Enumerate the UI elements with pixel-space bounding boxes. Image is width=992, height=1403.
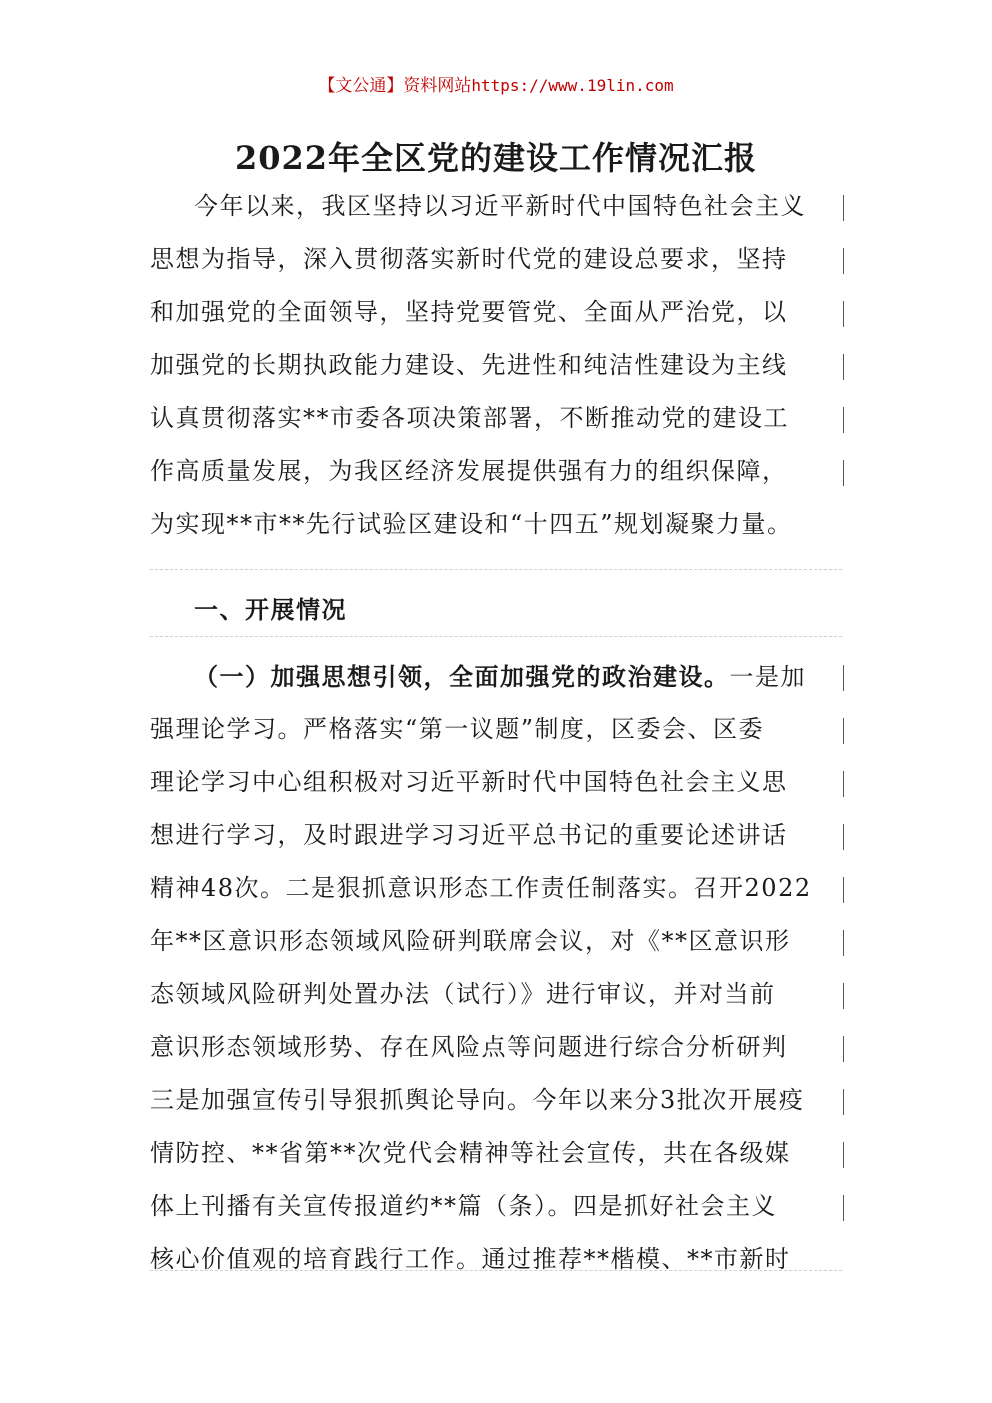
text-line: 思想为指导，深入贯彻落实新时代党的建设总要求，坚持 [150, 233, 840, 286]
text-line: 认真贯彻落实**市委各项决策部署，不断推动党的建设工 [150, 392, 840, 445]
text-line: （一）加强思想引领，全面加强党的政治建设。一是加 [150, 650, 840, 703]
section-heading: 一、开展情况 [194, 595, 347, 624]
text-line: 精神48次。二是狠抓意识形态工作责任制落实。召开2022 [150, 862, 840, 915]
body-paragraph [150, 650, 840, 1286]
margin-mark [843, 460, 844, 486]
margin-mark [843, 771, 844, 797]
text-line: 理论学习中心组积极对习近平新时代中国特色社会主义思 [150, 756, 840, 809]
margin-mark [843, 1142, 844, 1168]
margin-mark [843, 407, 844, 433]
site-header [0, 74, 992, 98]
margin-mark [843, 1089, 844, 1115]
margin-mark [843, 983, 844, 1009]
margin-mark [843, 1036, 844, 1062]
text-line: 核心价值观的培育践行工作。通过推荐**楷模、**市新时 [150, 1245, 791, 1273]
margin-mark [843, 718, 844, 744]
margin-mark [843, 248, 844, 274]
text-line: 体上刊播有关宣传报道约**篇（条）。四是抓好社会主义 [150, 1180, 840, 1233]
text-line: 加强党的长期执政能力建设、先进性和纯洁性建设为主线 [150, 339, 840, 392]
margin-mark [843, 354, 844, 380]
text-line: 想进行学习，及时跟进学习习近平总书记的重要论述讲话 [150, 809, 840, 862]
text-line: 意识形态领域形势、存在风险点等问题进行综合分析研判 [150, 1021, 840, 1074]
section-divider [150, 636, 842, 637]
section-divider [150, 569, 842, 570]
text-line: 态领域风险研判处置办法（试行）》进行审议，并对当前 [150, 968, 840, 1021]
text-line: 今年以来，我区坚持以习近平新时代中国特色社会主义 [150, 180, 840, 233]
text-line: 作高质量发展，为我区经济发展提供强有力的组织保障， [150, 445, 840, 498]
text-line: 情防控、**省第**次党代会精神等社会宣传，共在各级媒 [150, 1127, 840, 1180]
site-brand: 【文公通】资料网站 [318, 76, 472, 96]
text-line: 和加强党的全面领导，坚持党要管党、全面从严治党，以 [150, 286, 840, 339]
document-title: 2022年全区党的建设工作情况汇报 [234, 139, 758, 177]
text-line: 年**区意识形态领域风险研判联席会议，对《**区意识形 [150, 915, 840, 968]
text-line: 强理论学习。严格落实“第一议题”制度，区委会、区委 [150, 703, 840, 756]
margin-mark [843, 824, 844, 850]
intro-paragraph [150, 180, 840, 551]
margin-mark [843, 1195, 844, 1221]
margin-mark [843, 930, 844, 956]
text-line: 为实现**市**先行试验区建设和“十四五”规划凝聚力量。 [150, 510, 793, 538]
margin-mark [843, 301, 844, 327]
margin-mark [843, 665, 844, 691]
text-line: 三是加强宣传引导狠抓舆论导向。今年以来分3批次开展疫 [150, 1074, 840, 1127]
site-url-link[interactable]: https://www.19lin.com [471, 76, 674, 95]
margin-mark [843, 877, 844, 903]
page-bottom-divider [150, 1270, 842, 1271]
margin-mark [843, 195, 844, 221]
sub-heading: （一）加强思想引领，全面加强党的政治建设。 [194, 662, 730, 691]
